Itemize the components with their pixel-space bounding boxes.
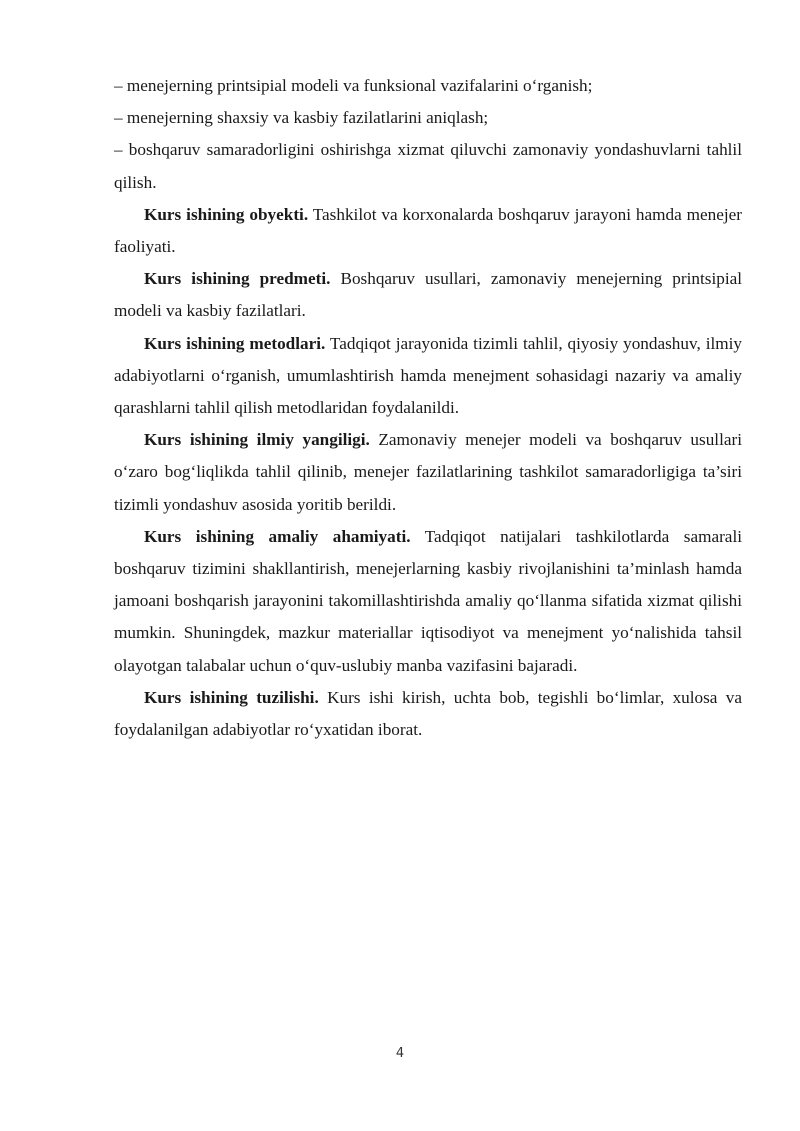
paragraph-subject-text: Boshqaruv usullari, zamonaviy menejerning printsipial modeli va kasbiy fazilatlari. [114, 269, 742, 321]
paragraph-practical-value-text: Tadqiqot natijalari tashkilotlarda samarali boshqaruv tizimini shakllantirish, menejerlarning kasbiy rivojlanishini ta’minlash hamda jamoani boshqarish jarayonini takomillashtirishda amaliy qo‘llanma sifatida xizmat qilishi mumkin. Shuningdek, mazkur materiallar iqtisodiyot va menejment yo‘nalishida tahsil olayotgan talabalar uchun o‘quv-uslubiy manba vazifasini bajaradi. [114, 526, 742, 675]
paragraph-object-heading: Kurs ishining obyekti. [144, 204, 309, 224]
paragraph-novelty-heading: Kurs ishining ilmiy yangiligi. [144, 430, 370, 450]
paragraph-methods-text: Tadqiqot jarayonida tizimli tahlil, qiyosiy yondashuv, ilmiy adabiyotlarni o‘rganish, umumlashtirish hamda menejment sohasidagi nazariy va amaliy qarashlarni tahlil qilish metodlaridan foydalanildi. [114, 333, 742, 418]
paragraph-novelty-text: Zamonaviy menejer modeli va boshqaruv usullari o‘zaro bog‘liqlikda tahlil qilinib, menejer fazilatlarining tashkilot samaradorligiga ta’siri tizimli yondashuv asosida yoritib berildi. [114, 430, 742, 514]
paragraph-structure [114, 682, 742, 746]
paragraph-object [114, 199, 742, 263]
paragraph-subject-heading: Kurs ishining predmeti. [144, 269, 331, 289]
list-item-model: – menejerning printsipial modeli va funksional vazifalarini o‘rganish; [114, 76, 593, 95]
list-item-approaches: – boshqaruv samaradorligini oshirishga xizmat qiluvchi zamonaviy yondashuvlarni tahlil qilish. [114, 140, 742, 192]
paragraph-practical-value-heading: Kurs ishining amaliy ahamiyati. [144, 526, 411, 546]
list-item-qualities: – menejerning shaxsiy va kasbiy fazilatlarini aniqlash; [114, 108, 489, 128]
paragraph-methods [114, 328, 742, 425]
paragraph-structure-text: Kurs ishi kirish, uchta bob, tegishli bo‘limlar, xulosa va foydalanilgan adabiyotlar ro‘yxatidan iborat. [114, 687, 742, 740]
page-body [114, 70, 742, 746]
paragraph-methods-heading: Kurs ishining metodlari. [144, 333, 326, 353]
paragraph-novelty [114, 424, 742, 521]
paragraph-structure-heading: Kurs ishining tuzilishi. [144, 687, 319, 707]
paragraph-subject [114, 263, 742, 327]
paragraph-object-text: Tashkilot va korxonalarda boshqaruv jarayoni hamda menejer faoliyati. [114, 204, 742, 257]
paragraph-practical-value [114, 521, 742, 682]
page-number: 4 [395, 1046, 405, 1061]
